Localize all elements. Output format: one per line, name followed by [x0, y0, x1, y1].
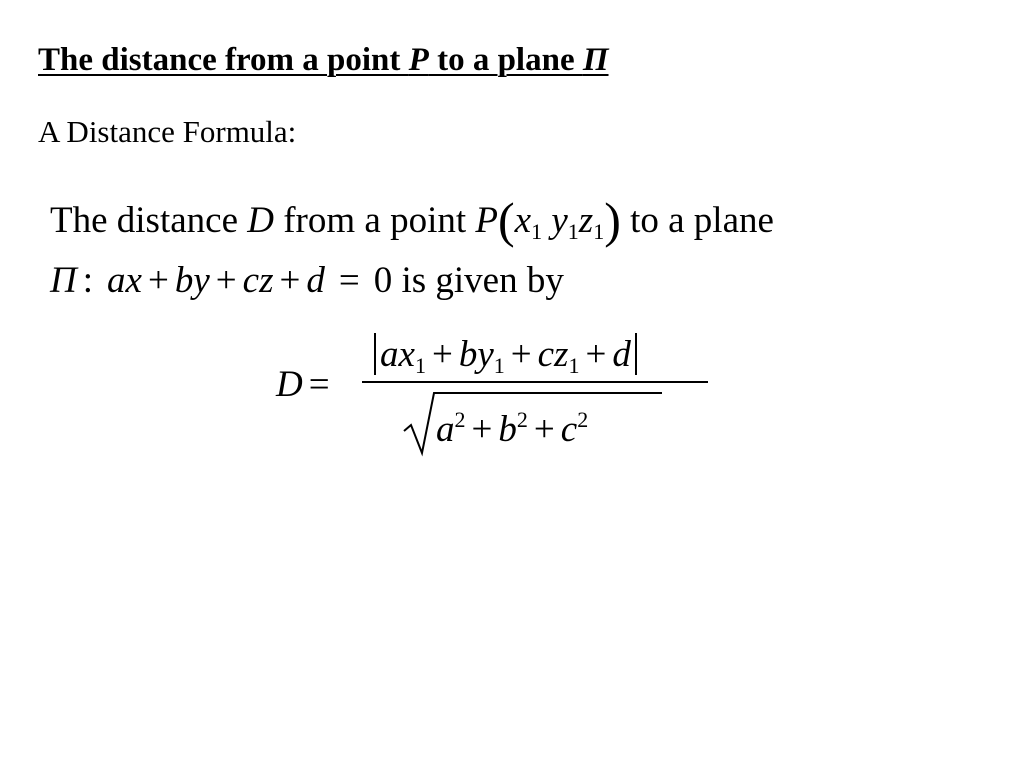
subheading: A Distance Formula:: [38, 114, 297, 149]
plane-symbol: Π: [50, 260, 77, 301]
denominator: [402, 387, 702, 457]
sub-one-y: 1: [567, 219, 579, 244]
eq-term-d: d: [306, 260, 325, 301]
statement-line-2: [50, 262, 564, 299]
den-b: b: [498, 409, 517, 450]
lhs-equals: =: [308, 364, 330, 405]
den-exp-c: 2: [577, 407, 589, 432]
sub-one-x: 1: [531, 219, 543, 244]
plus-3: +: [279, 260, 301, 301]
num-d: d: [612, 334, 631, 375]
title-plane-symbol: Π: [582, 42, 609, 78]
abs-bar-left: [374, 333, 376, 375]
statement-text-b: from a point: [273, 200, 476, 241]
statement-text-d: is given by: [392, 260, 564, 301]
fraction-bar: [362, 381, 708, 383]
den-plus-2: +: [533, 409, 555, 450]
eq-term-by: by: [174, 260, 210, 301]
eq-term-cz: cz: [242, 260, 274, 301]
statement-text-c: to a plane: [620, 200, 774, 241]
title-point-symbol: P: [408, 42, 429, 78]
formula-lhs: [276, 363, 330, 406]
coord-y: y: [551, 200, 568, 241]
left-paren: (: [498, 192, 515, 248]
var-d: D: [247, 200, 274, 241]
plus-2: +: [215, 260, 237, 301]
den-exp-a: 2: [454, 407, 466, 432]
var-p: P: [475, 200, 498, 241]
statement-text-a: The distance: [50, 200, 248, 241]
colon: :: [82, 260, 94, 301]
sub-one-z: 1: [593, 219, 605, 244]
num-ax: ax: [380, 334, 415, 375]
title-middle: to a plane: [428, 42, 583, 78]
eq-term-ax: ax: [107, 260, 142, 301]
num-sub-3: 1: [568, 353, 580, 378]
den-a: a: [436, 409, 455, 450]
num-cz: cz: [537, 334, 569, 375]
right-paren: ): [604, 192, 621, 248]
den-c: c: [560, 409, 578, 450]
abs-bar-right: [635, 333, 637, 375]
radicand: [436, 407, 588, 451]
lhs-d: D: [276, 364, 303, 405]
slide-title: [38, 42, 609, 79]
numerator: [370, 333, 641, 379]
num-sub-2: 1: [493, 353, 505, 378]
distance-formula: [276, 325, 716, 455]
num-sub-1: 1: [414, 353, 426, 378]
zero: 0: [373, 260, 393, 301]
plus-1: +: [147, 260, 169, 301]
coord-z: z: [578, 200, 594, 241]
statement-line-1: [50, 192, 774, 248]
num-by: by: [458, 334, 494, 375]
equals-sign: =: [338, 260, 360, 301]
num-plus-1: +: [431, 334, 453, 375]
num-plus-3: +: [585, 334, 607, 375]
den-plus-1: +: [471, 409, 493, 450]
den-exp-b: 2: [516, 407, 528, 432]
coord-x: x: [514, 200, 532, 241]
num-plus-2: +: [510, 334, 532, 375]
title-prefix: The distance from a point: [38, 42, 409, 78]
